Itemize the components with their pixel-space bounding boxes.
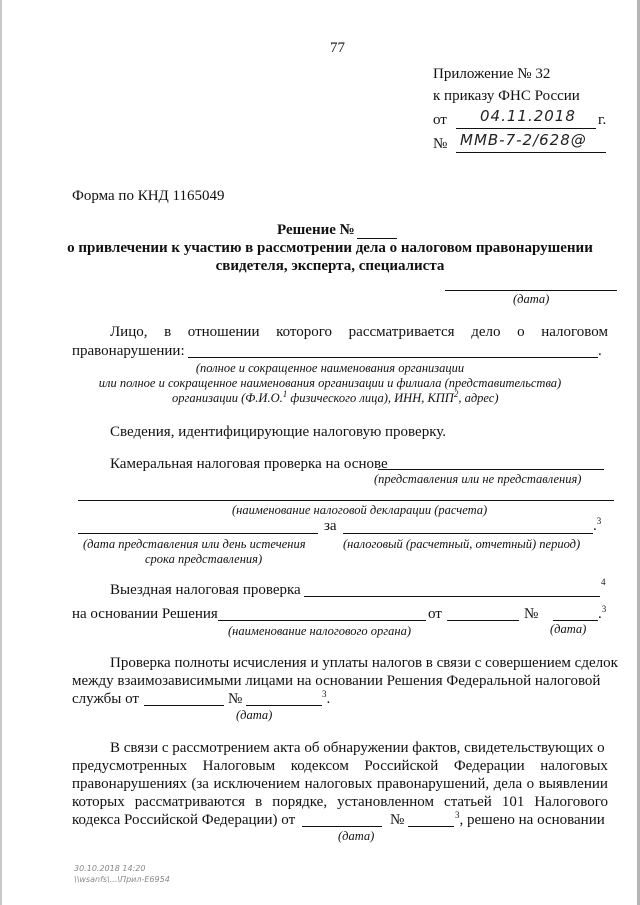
desk-audit-date-line bbox=[78, 533, 318, 534]
act-suffix-text: , решено на основании bbox=[459, 812, 605, 828]
field-audit-line bbox=[304, 596, 600, 597]
act-word: которых bbox=[72, 794, 125, 810]
act-word: Налоговым bbox=[202, 758, 276, 774]
appendix-number-label: № bbox=[433, 136, 448, 152]
desk-audit-basis-line bbox=[378, 469, 604, 470]
completeness-end: $^3$. bbox=[322, 689, 331, 707]
field-audit-from: от bbox=[428, 606, 442, 622]
person-word: отношении bbox=[187, 324, 260, 340]
form-code: Форма по КНД 1165049 bbox=[72, 188, 225, 204]
act-date-hint: (дата) bbox=[338, 829, 375, 843]
person-word: которого bbox=[276, 324, 333, 340]
field-audit-date-line bbox=[447, 620, 519, 621]
act-word: 101 bbox=[501, 794, 525, 810]
footnote-ref-3: 3 bbox=[455, 810, 460, 820]
appendix-year-suffix: г. bbox=[598, 112, 607, 128]
field-audit-authority-line bbox=[218, 620, 426, 621]
act-word: (за bbox=[191, 776, 209, 792]
act-word: Российской bbox=[364, 758, 439, 774]
desk-audit-date-hint-2: срока представления) bbox=[145, 552, 263, 566]
appendix-from-label: от bbox=[433, 112, 447, 128]
decision-date-line bbox=[445, 290, 617, 291]
person-hint-1: (полное и сокращенное наименования организации bbox=[195, 361, 465, 375]
footnote-ref-2: 2 bbox=[453, 388, 459, 399]
appendix-number-line bbox=[456, 152, 606, 153]
decision-title: Решение № bbox=[277, 222, 355, 238]
person-hint-3c: , адрес) bbox=[458, 391, 499, 405]
act-word: установленном bbox=[337, 794, 434, 810]
desk-audit-submission-hint: (представления или не представления) bbox=[374, 472, 582, 486]
completeness-num: № bbox=[228, 691, 243, 707]
act-number-line bbox=[408, 826, 454, 827]
appendix-date-handwritten: 04.11.2018 bbox=[480, 107, 576, 125]
person-word: в bbox=[164, 324, 172, 340]
footnote-ref-1: 1 bbox=[282, 388, 288, 399]
act-date-line bbox=[302, 826, 382, 827]
footer-stamp-1: 30.10.2018 14:20 bbox=[74, 864, 146, 873]
person-line-2-end: . bbox=[598, 343, 602, 359]
act-word: правонарушениях bbox=[72, 776, 187, 792]
field-audit-authority-hint: (наименование налогового органа) bbox=[228, 624, 411, 638]
field-audit-num: № bbox=[524, 606, 539, 622]
act-word: Налогового bbox=[534, 794, 608, 810]
footnote-ref-3: 3 bbox=[596, 516, 602, 526]
act-word: предусмотренных bbox=[72, 758, 188, 774]
act-word: исключением bbox=[213, 776, 301, 792]
act-line-3 bbox=[72, 776, 608, 793]
footer-stamp-2: \\wsanfs\...\Прил-Е6954 bbox=[74, 875, 170, 884]
act-word: в bbox=[255, 794, 263, 810]
act-num: № bbox=[390, 812, 405, 828]
field-audit-end: .$^3$ bbox=[598, 604, 607, 622]
completeness-line-3: службы от bbox=[72, 691, 139, 707]
act-word: дела bbox=[493, 776, 523, 792]
act-word: о bbox=[526, 776, 535, 792]
act-word: правонарушений, bbox=[376, 776, 490, 792]
scan-edge-left bbox=[0, 0, 2, 905]
desk-audit-date-hint-1: (дата представления или день истечения bbox=[83, 537, 306, 551]
desk-audit-period-hint: (налоговый (расчетный, отчетный) период) bbox=[343, 537, 581, 551]
decision-subtitle-1: о привлечении к участию в рассмотрении дела о налоговом правонарушении bbox=[67, 240, 593, 256]
person-word: о bbox=[517, 324, 525, 340]
desk-audit-period-line bbox=[343, 533, 593, 534]
act-word: налоговых bbox=[540, 758, 608, 774]
page-number: 77 bbox=[330, 40, 345, 56]
act-line-5-suffix bbox=[455, 812, 605, 829]
person-hint-2: или полное и сокращенное наименования организации и филиала (представительства) bbox=[98, 376, 562, 390]
completeness-line-2: между взаимозависимыми лицами на основании Решения Федеральной налоговой bbox=[72, 673, 601, 689]
desk-audit-for: за bbox=[324, 518, 337, 534]
completeness-number-line bbox=[246, 705, 322, 706]
appendix-date-line bbox=[456, 128, 596, 129]
person-word: дело bbox=[471, 324, 501, 340]
person-hint-3a: организации (Ф.И.О. bbox=[172, 391, 283, 405]
person-word: Лицо, bbox=[110, 324, 148, 340]
act-word: рассматриваются bbox=[134, 794, 246, 810]
person-line-2: правонарушении: bbox=[72, 343, 185, 359]
decision-date-hint: (дата) bbox=[513, 292, 550, 306]
footnote-ref-3: 3 bbox=[601, 604, 607, 614]
act-line-2 bbox=[72, 758, 608, 775]
appendix-number-handwritten: ММВ-7-2/628@ bbox=[460, 131, 587, 149]
field-audit-sup bbox=[601, 579, 606, 596]
person-hint-3 bbox=[172, 388, 499, 406]
appendix-order: к приказу ФНС России bbox=[433, 88, 580, 104]
desk-audit-declaration-line bbox=[78, 500, 614, 501]
person-word: рассматривается bbox=[348, 324, 455, 340]
desk-audit-declaration-hint: (наименование налоговой декларации (расчета) bbox=[232, 503, 488, 517]
person-word: налоговом bbox=[541, 324, 608, 340]
act-line-1: В связи с рассмотрением акта об обнаружении фактов, свидетельствующих о bbox=[110, 740, 605, 756]
act-word: статьей bbox=[444, 794, 492, 810]
field-audit-basis: на основании Решения bbox=[72, 606, 218, 622]
person-fill-line bbox=[188, 357, 598, 358]
completeness-line-1: Проверка полноты исчисления и уплаты налогов в связи с совершением сделок bbox=[110, 655, 618, 671]
desk-audit-period-end: .$^3$ bbox=[593, 516, 602, 534]
act-word: выявлении bbox=[538, 776, 608, 792]
desk-audit-label: Камеральная налоговая проверка на основе bbox=[110, 456, 388, 472]
person-hint-3b: физического лица), ИНН, КПП bbox=[287, 391, 454, 405]
audit-info: Сведения, идентифицирующие налоговую проверку. bbox=[110, 424, 447, 440]
completeness-date-hint: (дата) bbox=[236, 708, 273, 722]
act-word: налоговых bbox=[304, 776, 373, 792]
person-line-1 bbox=[110, 324, 608, 341]
appendix-title: Приложение № 32 bbox=[433, 66, 551, 82]
act-word: Федерации bbox=[453, 758, 525, 774]
footnote-ref-4: 4 bbox=[601, 577, 606, 587]
footnote-ref-3: 3 bbox=[322, 689, 327, 699]
act-word: кодексом bbox=[290, 758, 349, 774]
decision-number-line bbox=[357, 238, 397, 239]
field-audit-date-hint: (дата) bbox=[550, 622, 587, 636]
decision-subtitle-2: свидетеля, эксперта, специалиста bbox=[215, 258, 445, 274]
act-line-5-prefix: кодекса Российской Федерации) от bbox=[72, 812, 296, 828]
act-line-4 bbox=[72, 794, 608, 811]
completeness-date-line bbox=[144, 705, 224, 706]
field-audit-label: Выездная налоговая проверка bbox=[110, 582, 301, 598]
field-audit-number-line bbox=[553, 620, 598, 621]
act-word: порядке, bbox=[272, 794, 328, 810]
